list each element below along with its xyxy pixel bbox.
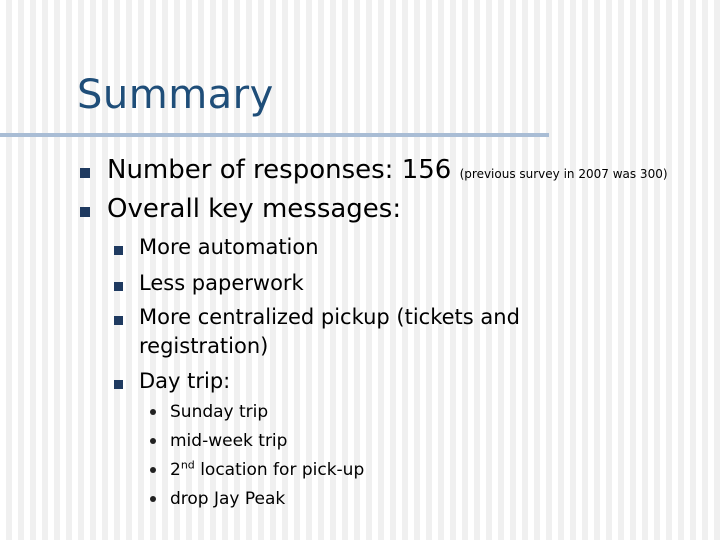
square-bullet-icon — [114, 380, 123, 389]
dot-bullet-icon — [150, 438, 156, 444]
day-trip-item: mid-week trip — [170, 431, 288, 451]
responses-note: (previous survey in 2007 was 300) — [459, 167, 668, 181]
bullet-responses — [107, 155, 668, 189]
dot-bullet-icon — [150, 496, 156, 502]
day-trip-item: Sunday trip — [170, 402, 269, 422]
message-item-continued: registration) — [139, 334, 269, 358]
day-trip-item — [170, 459, 364, 481]
message-item: Day trip: — [139, 369, 231, 393]
square-bullet-icon — [114, 246, 123, 255]
dot-bullet-icon — [150, 467, 156, 473]
ordinal-suffix: nd — [180, 458, 195, 472]
square-bullet-icon — [114, 282, 123, 291]
day-trip-ordinal: 2 — [170, 460, 181, 480]
day-trip-item: drop Jay Peak — [170, 489, 286, 509]
slide-title: Summary — [77, 72, 274, 118]
day-trip-text: location for pick-up — [194, 460, 365, 480]
message-item: More automation — [139, 235, 319, 259]
square-bullet-icon — [114, 316, 123, 325]
responses-text: Number of responses: 156 — [107, 155, 452, 185]
message-item: More centralized pickup (tickets and — [139, 305, 520, 329]
message-item: Less paperwork — [139, 271, 304, 295]
bullet-messages: Overall key messages: — [107, 194, 402, 224]
dot-bullet-icon — [150, 409, 156, 415]
square-bullet-icon — [80, 168, 90, 178]
square-bullet-icon — [80, 207, 90, 217]
title-underline — [0, 133, 549, 137]
